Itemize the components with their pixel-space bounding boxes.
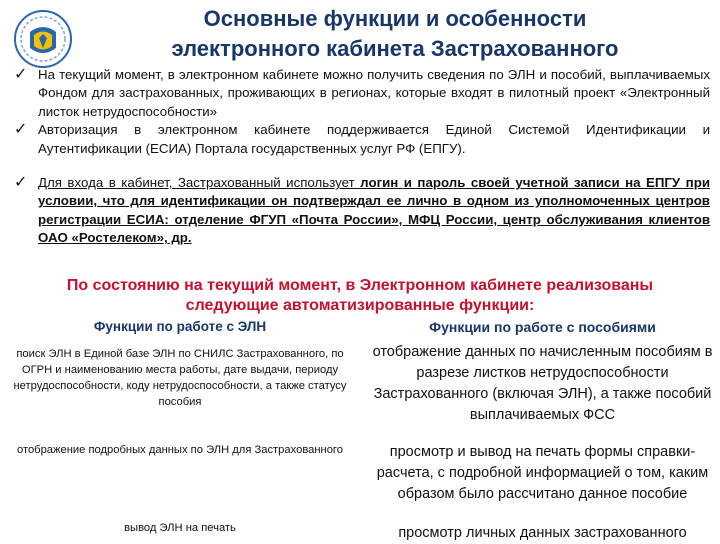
function-item: отображение данных по начисленным пособиям в разрезе листков нетрудоспособности Застрахованного (включая ЭЛН), а также пособий выплачиваемых ФСС [372,344,713,423]
section-line-2: следующие автоматизированные функции: [185,297,535,314]
bullet-item [8,121,710,158]
eln-functions-column [0,318,360,534]
fss-emblem-logo [12,8,74,70]
bullet-item [8,174,710,248]
function-item: вывод ЭЛН на печать [124,522,236,534]
bullet-text-emphasis: логин и пароль своей учетной записи на ЕПГУ при условии, что для идентификации он подтверждал ее лично в одном из уполномоченных центров регистрации ЕСИА: отделение ФГУП «Почта России», МФЦ России, центр обслуживания клиентов ОАО «Ростелеком», др. [38,175,710,246]
section-heading [20,276,700,316]
bullet-list [8,66,710,248]
benefits-functions-column [365,318,720,541]
title-line-1: Основные функции и особенности [203,6,587,31]
function-item: отображение подробных данных по ЭЛН для Застрахованного [16,444,343,456]
check-mark-icon: ✓ [14,66,28,83]
function-item: просмотр и вывод на печать формы справки-расчета, с подробной информацией о том, каким образом было рассчитано данное пособие [376,444,709,502]
column-heading: Функции по работе с пособиями [429,319,656,335]
section-line-1: По состоянию на текущий момент, в Электронном кабинете реализованы [66,277,654,294]
title-line-2: электронного кабинета Застрахованного [171,36,619,61]
bullet-item [8,66,710,121]
check-mark-icon: ✓ [14,121,28,139]
bullet-text [38,174,710,248]
bullet-text-plain: Для входа в кабинет, Застрахованный использует [38,175,361,191]
column-heading: Функции по работе с ЭЛН [93,319,267,334]
bullet-text: На текущий момент, в электронном кабинете можно получить сведения по ЭЛН и пособий, выплачиваемых Фондом для застрахованных, проживающих в регионах, которые входят в пилотный проект «Электронный листок нетрудоспособности» [38,67,710,119]
bullet-text: Авторизация в электронном кабинете поддерживается Единой Системой Идентификации и Аутентификации (ЕСИА) Портала государственных услуг РФ (ЕПГУ). [38,122,710,156]
function-item: просмотр личных данных застрахованного [398,525,687,541]
page-title [90,4,700,64]
function-item: поиск ЭЛН в Единой базе ЭЛН по СНИЛС Застрахованного, по ОГРН и наименованию места работы, дате выдачи, периоду нетрудоспособности, коду нетрудоспособности, а также статусу пособия [13,348,347,408]
check-mark-icon: ✓ [14,174,28,192]
